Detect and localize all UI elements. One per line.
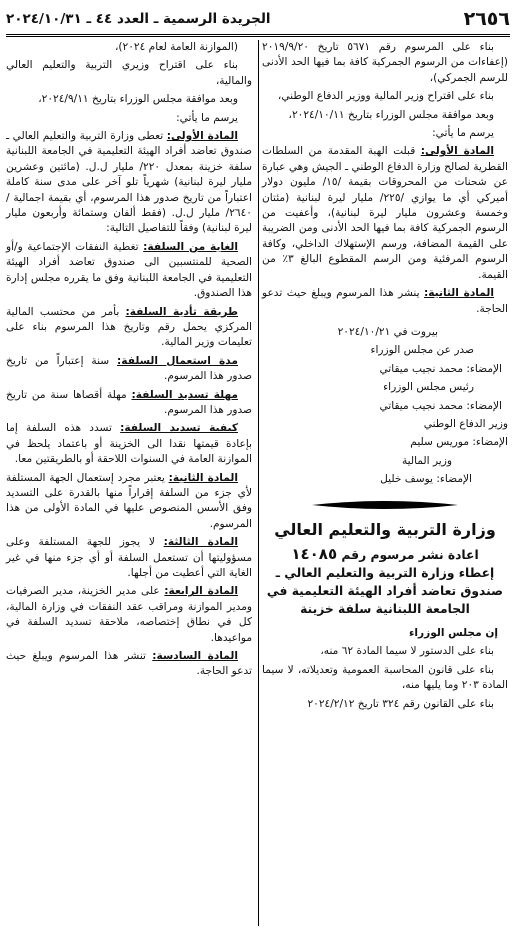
detail-text: سنة إعتباراً من تاريخ صدور هذا المرسوم. (6, 354, 252, 383)
paragraph: بناء على قانون المحاسبة العمومية وتعديلاته، لا سيما المادة ٢٠٣ وما يليها منه، (262, 663, 508, 692)
article-label: المادة السادسة: (152, 650, 238, 663)
article-label: المادة الأولى: (420, 145, 494, 158)
paragraph: بناء على الدستور لا سيما المادة ٦٢ منه، (320, 645, 494, 658)
article-1 (262, 144, 508, 283)
article-text: تنشر هذا المرسوم ويبلغ حيث تدعو الحاجة. (6, 650, 252, 678)
paragraph: وبعد موافقة مجلس الوزراء بتاريخ ٢٠٢٤/١٠/١١، (288, 108, 494, 121)
detail-label: مهلة تسديد السلفة: (131, 388, 238, 401)
detail-deadline (6, 388, 252, 419)
article-label: المادة الرابعة: (164, 585, 238, 598)
detail-label: كيفية تسديد السلفة: (120, 422, 238, 435)
signature-line: الإمضاء: محمد نجيب ميقاتي (379, 399, 502, 412)
article-6 (6, 649, 252, 680)
article-label: المادة الأولى: (166, 130, 238, 143)
detail-text: تسدد هذه السلفة إما بإعادة قيمتها نقدا الى الخزينة أو باعتماد يلحظ في الموازنة العامة في السنوات اللاحقة أو بالطريقتين معا. (6, 422, 252, 466)
paragraph: يرسم ما يأتي: (176, 111, 238, 124)
paragraph: بناء على اقتراح وزير المالية ووزير الدفاع الوطني، (277, 90, 494, 103)
article-2 (262, 286, 508, 317)
detail-label: الغاية من السلفة: (143, 240, 238, 253)
header-rule (6, 34, 510, 37)
article-text: لا يجوز للجهة المستلفة وعلى مسؤوليتها أن تستعمل السلفة أو أي جزء منها في غير الغاية التي أعطيت من أجلها. (6, 536, 252, 579)
paragraph: بناء على المرسوم رقم ٥٦٧١ تاريخ ٢٠١٩/٩/٢٠ (إعفاءات من الرسوم الجمركية كافة بما فيها الحد الأدنى للرسم الجمركي)، (262, 41, 508, 84)
detail-label: مدة استعمال السلفة: (117, 354, 238, 367)
article-label: المادة الثالثة: (163, 536, 238, 549)
left-column (6, 40, 252, 683)
article-text: يعتبر مجرد إستعمال الجهة المستلفة لأي جزء من السلفة إقراراً منها بالقدرة على التسديد وفق الأسس المنصوص عليها في المادة الأولى من هذا المرسوم. (6, 471, 252, 530)
article-label: المادة الثانية: (168, 471, 238, 484)
detail-duration (6, 354, 252, 385)
signature-line: رئيس مجلس الوزراء (383, 381, 474, 394)
ministry-title: وزارة التربية والتعليم العالي (274, 519, 496, 539)
decree-heading (262, 545, 508, 564)
article-label: المادة الثانية: (423, 287, 494, 300)
signature-line: الإمضاء: موريس سليم (410, 436, 508, 449)
decree-number: ١٤٠٨٥ (291, 544, 338, 563)
page-header (6, 4, 510, 34)
detail-purpose (6, 240, 252, 302)
council-heading: إن مجلس الوزراء (408, 626, 498, 639)
paragraph: يرسم ما يأتي: (432, 127, 494, 140)
detail-payment (6, 305, 252, 351)
column-divider (258, 40, 259, 926)
article-2 (6, 471, 252, 533)
signature-line: وزير المالية (401, 454, 452, 467)
signature-line: وزير الدفاع الوطني (423, 417, 508, 430)
article-text: ينشر هذا المرسوم ويبلغ حيث تدعو الحاجة. (262, 287, 508, 315)
signature-line: الإمضاء: محمد نجيب ميقاتي (379, 362, 502, 375)
article-text: تعطى وزارة التربية والتعليم العالي ـ صندوق تعاضد أفراد الهيئة التعليمية في الجامعة اللبنانية سلفة خزينة بمعدل ٢٢٠/ مليار ل.ل. (مائتين وعشرين مليار ليرة لبنانية) شهرياً تلو آخر على مدى سنة كاملة اعتباراً من تاريخ صدور هذا المرسوم، أي بقيمة اجمالية /٢٦٤٠/ مليار ل.ل. (فقط ألفان وستمائة وأربعون مليار ليرة لبنانية) وفقاً للتفاصيل التالية: (6, 130, 253, 235)
detail-text: مهلة أقصاها سنة من تاريخ صدور هذا المرسوم. (6, 388, 252, 416)
paragraph: بناء على القانون رقم ٣٢٤ تاريخ ٢٠٢٤/٢/١٢ (307, 697, 494, 710)
article-text: على مدير الخزينة، مدير الصرفيات ومدير الموازنة ومراقب عقد النفقات في وزارة المالية، كل في نطاق إختصاصه، ملاحقة تسديد السلفة في مواعيدها. (6, 585, 252, 644)
article-1 (6, 129, 252, 237)
paragraph: بناء على اقتراح وزيري التربية والتعليم العالي والمالية، (6, 59, 252, 87)
signature-line: صدر عن مجلس الوزراء (370, 344, 474, 357)
ornament-divider (310, 498, 460, 512)
detail-text: تغطية النفقات الإجتماعية و/أو الصحية للمنتسبين الى صندوق تعاضد أفراد الهيئة التعليمية في الجامعة اللبنانية وفق ما يقرره مجلس إدارة هذا الصندوق. (6, 240, 252, 300)
page-number: ٢٦٥٦ (463, 8, 510, 30)
detail-text: بأمر من محتسب المالية المركزي يحمل رقم وتاريخ هذا المرسوم بناء على تعليمات وزير المالية. (6, 305, 252, 349)
article-4 (6, 584, 252, 646)
article-text: قبلت الهبة المقدمة من السلطات القطرية لصالح وزارة الدفاع الوطني ـ الجيش وهي عبارة عن شحنات من المحروقات بقيمة /١٥/ مليون دولار أميركي أي ما يوازي /٢٢٥/ مليار ليرة لبنانية (مئتان وخمسة وعشرون مليار ليرة لبنانية)، وأعفيت من الرسوم الجمركية كافة بما فيها الحد الأدنى ومن الضريبة على القيمة المضافة، ورسم الإستهلاك الداخلي، وكافة الرسوم المرفئية ومن الرسم المقطوع البالغ ٣٪ من القيمة. (262, 145, 509, 281)
paragraph: وبعد موافقة مجلس الوزراء بتاريخ ٢٠٢٤/٩/١١، (38, 93, 238, 106)
paragraph: (الموازنة العامة لعام ٢٠٢٤)، (114, 41, 238, 53)
article-3 (6, 535, 252, 581)
signature-line: الإمضاء: يوسف خليل (380, 473, 472, 486)
gazette-title: الجريدة الرسمية ـ العدد ٤٤ ـ ٢٠٢٤/١٠/٣١ (6, 11, 271, 27)
place-date: بيروت في ٢٠٢٤/١٠/٢١ (337, 325, 438, 338)
detail-repayment (6, 421, 252, 467)
detail-label: طريقة تأدية السلفة: (125, 305, 238, 318)
right-column (262, 40, 508, 715)
decree-title: إعطاء وزارة التربية والتعليم العالي ـ صندوق تعاضد أفراد الهيئة التعليمية في الجامعة اللبنانية سلفة خزينة (266, 565, 504, 616)
decree-prefix: اعادة نشر مرسوم رقم (337, 547, 479, 562)
